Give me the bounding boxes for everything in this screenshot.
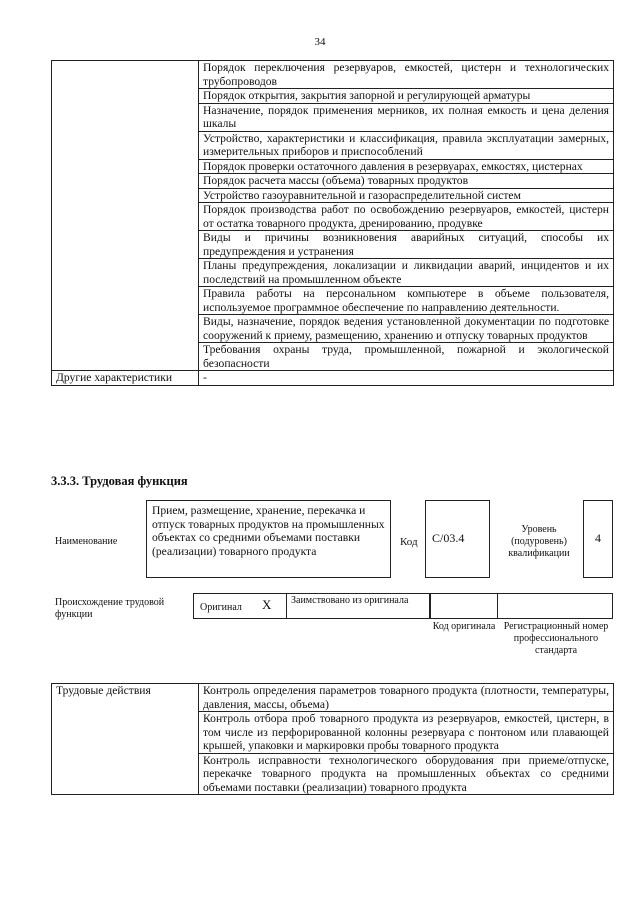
origin-label: Происхождение трудовой функции: [55, 597, 165, 620]
level-label: Уровень (подуровень) квалификации: [508, 524, 570, 559]
name-value-box: Прием, размещение, хранение, перекачка и отпуск товарных продуктов на промышленных объектах со средними объемами поставки (реализации) товарного продукта: [146, 500, 391, 578]
code-label: Код: [400, 536, 418, 548]
table-cell: Назначение, порядок применения мерников, их полная емкость и цена деления шкалы: [199, 103, 614, 131]
table-cell: Порядок производства работ по освобождению резервуаров, емкостей, цистерн от остатка товарного продукта, дренированию, продувке: [199, 203, 614, 231]
table-row: [52, 61, 614, 89]
other-characteristics-value: -: [199, 371, 614, 386]
table-cell: Порядок открытия, закрытия запорной и регулирующей арматуры: [199, 89, 614, 104]
labor-actions-label: Трудовые действия: [52, 684, 199, 795]
original-label: Оригинал: [200, 602, 242, 613]
original-mark: X: [262, 597, 272, 612]
code-value-box: С/03.4: [425, 500, 490, 578]
table-row: [52, 684, 614, 712]
table-cell: Контроль отбора проб товарного продукта из резервуаров, емкостей, цистерн, в том числе из перфорированной колонны резервуара с понтоном или плавающей крышей, упаковки и маркировки пробы товарного продукта: [199, 712, 614, 754]
table-cell: Контроль определения параметров товарного продукта (плотности, температуры, давления, массы, объема): [199, 684, 614, 712]
page-number: 34: [314, 36, 326, 48]
table-cell: Устройство газоуравнительной и газораспределительной систем: [199, 188, 614, 203]
table-cell: Порядок расчета массы (объема) товарных продуктов: [199, 174, 614, 189]
table-cell: Требования охраны труда, промышленной, пожарной и экологической безопасности: [199, 343, 614, 371]
reg-number-caption: Регистрационный номер профессионального стандарта: [503, 621, 609, 656]
table-cell: Планы предупреждения, локализации и ликвидации аварий, инцидентов и их последствий на промышленном объекте: [199, 259, 614, 287]
table-cell: Виды и причины возникновения аварийных ситуаций, способы их предупреждения и устранения: [199, 231, 614, 259]
code-origin-caption: Код оригинала: [432, 621, 496, 632]
section-heading: 3.3.3. Трудовая функция: [51, 474, 188, 488]
table-cell: Правила работы на персональном компьютере в объеме пользователя, используемое программное обеспечение по направлению деятельности.: [199, 287, 614, 315]
name-label: Наименование: [55, 536, 118, 547]
table-cell: Порядок переключения резервуаров, емкостей, цистерн и технологических трубопроводов: [199, 61, 614, 89]
code-origin-cell: [430, 593, 498, 619]
table-cell: Порядок проверки остаточного давления в резервуарах, емкостях, цистернах: [199, 159, 614, 174]
table-row: [52, 371, 614, 386]
knowledge-table: [51, 60, 614, 386]
table-cell: Устройство, характеристики и классификация, правила эксплуатации замерных, измерительных приборов и приспособлений: [199, 131, 614, 159]
category-cell: [52, 61, 199, 371]
borrowed-label: Заимствовано из оригинала: [291, 595, 409, 606]
other-characteristics-label: Другие характеристики: [52, 371, 199, 386]
table-cell: Виды, назначение, порядок ведения установленной документации по подготовке сооружений к приему, размещению, хранению и отпуску товарных продуктов: [199, 315, 614, 343]
level-value-box: 4: [583, 500, 613, 578]
labor-actions-table: [51, 683, 614, 795]
table-cell: Контроль исправности технологического оборудования при приеме/отпуске, перекачке товарного продукта на промышленных объектах со средними объемами поставки (реализации) товарного продукта: [199, 753, 614, 795]
